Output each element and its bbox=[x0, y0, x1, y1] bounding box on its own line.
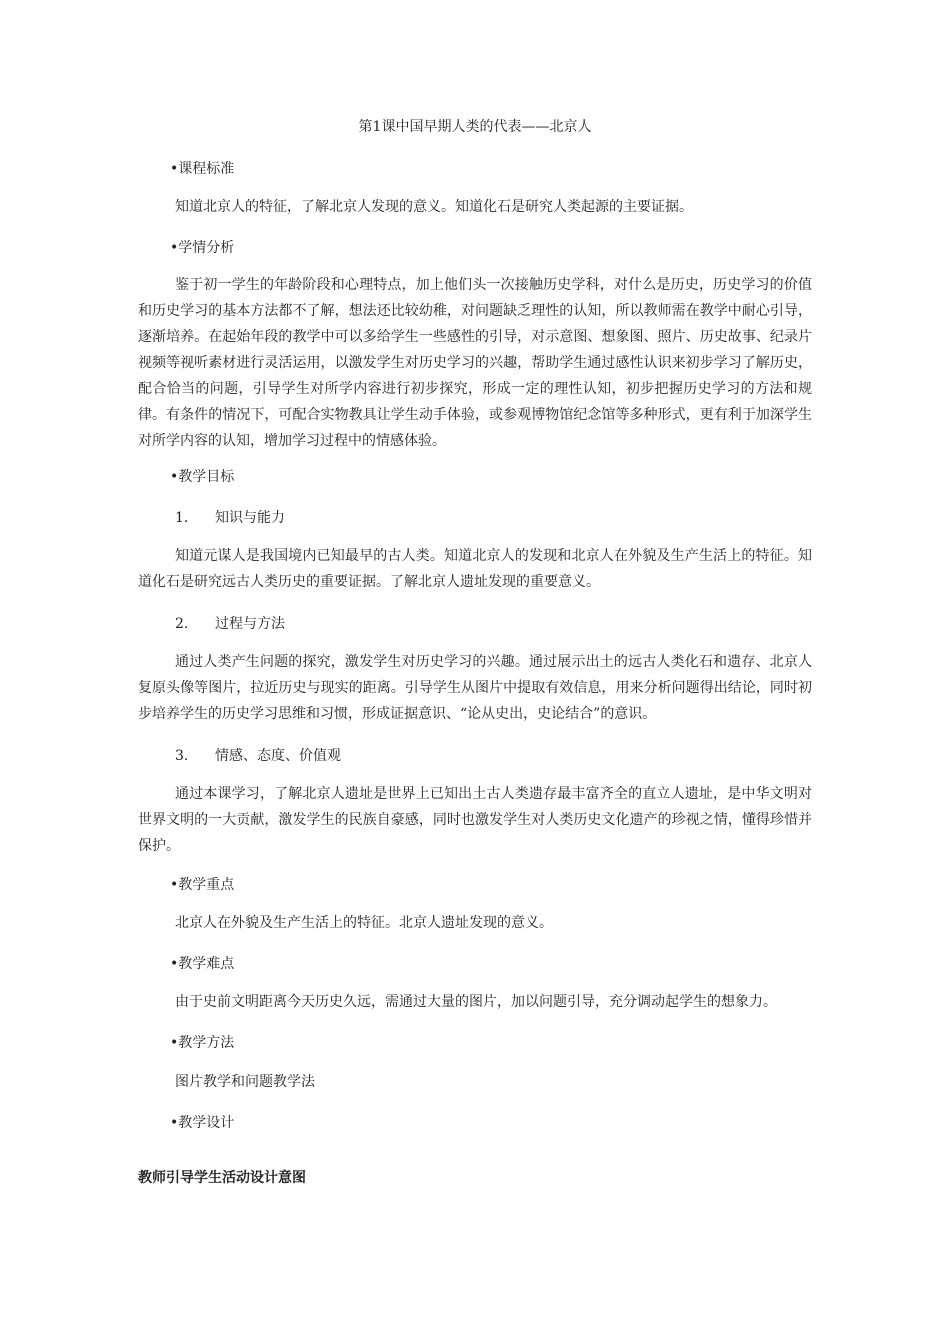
goal-1-heading bbox=[175, 507, 950, 527]
methods-text: 图片教学和问题教学法 bbox=[175, 1074, 315, 1090]
heading-methods: •教学方法 bbox=[170, 1035, 235, 1051]
goal-1-number: 1. bbox=[175, 510, 189, 526]
goal-1-text: 知道元谋人是我国境内已知最早的古人类。知道北京人的发现和北京人在外貌及生产生活上的特征。知道化石是研究远古人类历史的重要证据。了解北京人遗址发现的重要意义。 bbox=[138, 548, 812, 590]
goal-3-text: 通过本课学习，了解北京人遗址是世界上已知出土古人类遗存最丰富齐全的直立人遗址，是中华文明对世界文明的一大贡献，激发学生的民族自豪感，同时也激发学生对人类历史文化遗产的珍视之情，懂得珍惜并保护。 bbox=[138, 786, 812, 854]
goal-2-label: 过程与方法 bbox=[215, 616, 285, 632]
heading-analysis: •学情分析 bbox=[170, 240, 235, 256]
analysis-text: 鉴于初一学生的年龄阶段和心理特点，加上他们头一次接触历史学科，对什么是历史，历史学习的价值和历史学习的基本方法都不了解，想法还比较幼稚，对问题缺乏理性的认知，所以教师需在教学中耐心引导，逐渐培养。在起始年段的教学中可以多给学生一些感性的引导，对示意图、想象图、照片、历史故事、纪录片视频等视听素材进行灵活运用，以激发学生对历史学习的兴趣，帮助学生通过感性认识来初步学习了解历史，配合恰当的问题，引导学生对所学内容进行初步探究，形成一定的理性认知，初步把握历史学习的方法和规律。有条件的情况下，可配合实物教具让学生动手体验，或参观博物馆纪念馆等多种形式，更有利于加深学生对所学内容的认知，增加学习过程中的情感体验。 bbox=[138, 277, 812, 449]
goal-3-heading bbox=[175, 745, 950, 765]
design-table-header: 教师引导学生活动设计意图 bbox=[138, 1170, 306, 1186]
goal-2-number: 2. bbox=[175, 616, 189, 632]
page-title: 第1课中国早期人类的代表——北京人 bbox=[358, 119, 592, 135]
heading-goals: •教学目标 bbox=[170, 469, 235, 485]
goal-3-number: 3. bbox=[175, 748, 189, 764]
goal-2-heading bbox=[175, 613, 950, 633]
goal-2-text: 通过人类产生问题的探究，激发学生对历史学习的兴趣。通过展示出土的远古人类化石和遗存、北京人复原头像等图片，拉近历史与现实的距离。引导学生从图片中提取有效信息，用来分析问题得出结论，同时初步培养学生的历史学习思维和习惯，形成证据意识、“论从史出，史论结合”的意识。 bbox=[138, 654, 812, 722]
goal-3-label: 情感、态度、价值观 bbox=[215, 748, 341, 764]
heading-standard: •课程标准 bbox=[170, 161, 235, 177]
heading-difficulties: •教学难点 bbox=[170, 956, 235, 972]
standard-text: 知道北京人的特征，了解北京人发现的意义。知道化石是研究人类起源的主要证据。 bbox=[175, 199, 693, 215]
difficulties-text: 由于史前文明距离今天历史久远，需通过大量的图片，加以问题引导，充分调动起学生的想象力。 bbox=[175, 994, 777, 1010]
heading-design: •教学设计 bbox=[170, 1115, 235, 1131]
goal-1-label: 知识与能力 bbox=[215, 510, 285, 526]
heading-key-points: •教学重点 bbox=[170, 877, 235, 893]
key-points-text: 北京人在外貌及生产生活上的特征。北京人遗址发现的意义。 bbox=[175, 915, 553, 931]
